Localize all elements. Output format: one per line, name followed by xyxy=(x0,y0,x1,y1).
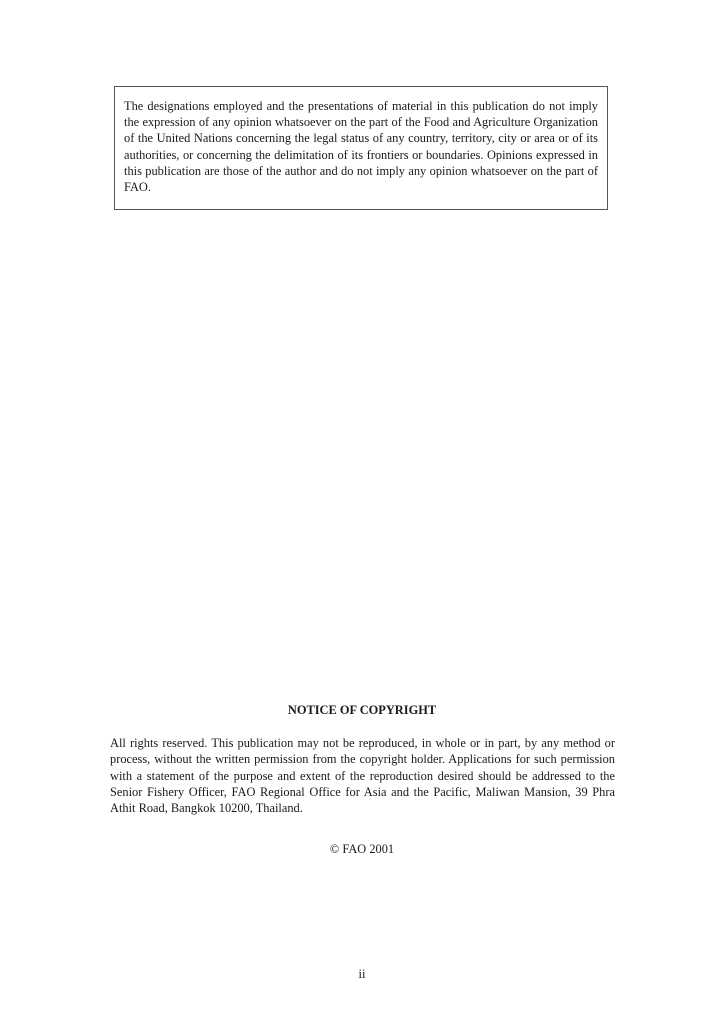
copyright-line: © FAO 2001 xyxy=(329,842,395,856)
disclaimer-text: The designations employed and the presentations of material in this publication do not imply the expression of any opinion whatsoever on the part of the Food and Agriculture Organization of the United Nations concerning the legal status of any country, territory, city or area or of its authorities, or concerning the delimitation of its frontiers or boundaries. Opinions expressed in this publication are those of the author and do not imply any opinion whatsoever on the part of FAO. xyxy=(124,99,598,195)
copyright-notice-heading: NOTICE OF COPYRIGHT xyxy=(287,703,437,717)
copyright-notice-body: All rights reserved. This publication may not be reproduced, in whole or in part, by any method or process, without the written permission from the copyright holder. Applications for such permission with a statement of the purpose and extent of the reproduction desired should be addressed to the Senior Fishery Officer, FAO Regional Office for Asia and the Pacific, Maliwan Mansion, 39 Phra Athit Road, Bangkok 10200, Thailand. xyxy=(110,736,615,816)
page-number: ii xyxy=(358,967,366,981)
disclaimer-box xyxy=(114,86,608,210)
